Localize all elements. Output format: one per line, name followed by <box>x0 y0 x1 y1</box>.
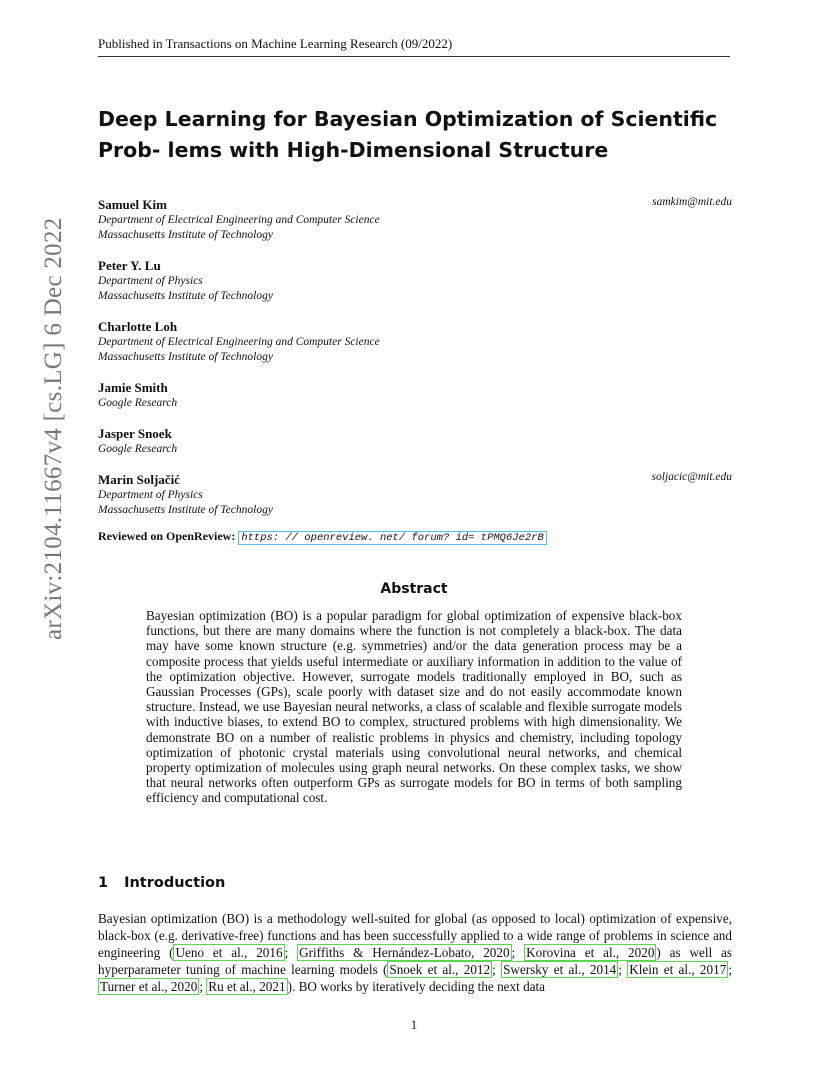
openreview-link[interactable]: https: // openreview. net/ forum? id= tPMQ6Je2rB <box>238 531 546 545</box>
author-block <box>98 379 732 411</box>
author-email: soljacic@mit.edu <box>651 471 732 483</box>
author-name: Marin Soljačić <box>98 472 180 487</box>
review-line <box>98 529 547 544</box>
review-label: Reviewed on OpenReview: <box>98 529 236 543</box>
author-affiliation: Google Research <box>98 443 178 455</box>
author-name: Jamie Smith <box>98 380 168 395</box>
citation-link[interactable]: Korovina et al., 2020 <box>526 945 655 960</box>
author-email: samkim@mit.edu <box>652 196 732 208</box>
section-title: Introduction <box>124 875 226 891</box>
author-name: Samuel Kim <box>98 197 167 212</box>
arxiv-identifier: arXiv:2104.11667v4 [cs.LG] 6 Dec 2022 <box>40 217 67 640</box>
body-text: Bayesian optimization (BO) is a methodology well-suited for global (as opposed to local) optimization of expensive, black-box (e.g. derivative-free) functions and has been successfully applied to a wide range of problems in science and engineering ( <box>98 911 732 960</box>
citation-separator: ; <box>618 962 628 977</box>
citation-link[interactable]: Turner et al., 2020 <box>100 979 198 994</box>
abstract-text: Bayesian optimization (BO) is a popular paradigm for global optimization of expensive black-box functions, but there are many domains where the function is not completely a black-box. The data may have some known structure (e.g. symmetries) and/or the data generation process may be a composite process that yields useful intermediate or auxiliary information in addition to the value of the optimization objective. However, surrogate models traditionally employed in BO, such as Gaussian Processes (GPs), scale poorly with dataset size and do not easily accommodate known structure. Instead, we use Bayesian neural networks, a class of scalable and flexible surrogate models with inductive biases, to extend BO to complex, structured problems with high dimensionality. We demonstrate BO on a number of realistic problems in physics and chemistry, including topology optimization of photonic crystal materials using convolutional neural networks, and chemical property optimization of molecules using graph neural networks. On these complex tasks, we show that neural networks often outperform GPs as surrogate models for BO in terms of both sampling efficiency and computational cost. <box>146 608 682 806</box>
author-block <box>98 425 732 457</box>
author-affiliation: Department of Electrical Engineering and Computer Science <box>98 214 380 226</box>
section-number: 1 <box>98 875 109 891</box>
author-block <box>98 196 732 243</box>
author-affiliation: Department of Physics <box>98 275 203 287</box>
section-heading <box>98 875 225 891</box>
citation-link[interactable]: Griffiths & Hernández-Lobato, 2020 <box>299 945 510 960</box>
author-name: Charlotte Loh <box>98 319 178 334</box>
author-list <box>98 196 732 532</box>
author-affiliation: Google Research <box>98 397 178 409</box>
citation-separator: ; <box>492 962 502 977</box>
paper-title: Deep Learning for Bayesian Optimization of Scientific Prob- lems with High-Dimensional Structure <box>98 107 718 162</box>
author-affiliation: Massachusetts Institute of Technology <box>98 504 273 516</box>
citation-link[interactable]: Klein et al., 2017 <box>629 962 727 977</box>
citation-link[interactable]: Snoek et al., 2012 <box>389 962 491 977</box>
abstract-heading: Abstract <box>380 581 448 597</box>
citation-link[interactable]: Swersky et al., 2014 <box>503 962 617 977</box>
citation-separator: ; <box>511 945 525 960</box>
author-affiliation: Massachusetts Institute of Technology <box>98 290 273 302</box>
introduction-paragraph <box>98 910 732 995</box>
author-affiliation: Massachusetts Institute of Technology <box>98 351 273 363</box>
citation-separator: ; <box>284 945 298 960</box>
author-affiliation: Department of Electrical Engineering and Computer Science <box>98 336 380 348</box>
citation-link[interactable]: Ueno et al., 2016 <box>175 945 283 960</box>
body-text: ). BO works by iteratively deciding the next data <box>287 979 546 994</box>
author-block <box>98 257 732 304</box>
citation-separator: ; <box>728 962 732 977</box>
author-name: Peter Y. Lu <box>98 258 161 273</box>
author-block <box>98 318 732 365</box>
citation-link[interactable]: Ru et al., 2021 <box>208 979 286 994</box>
body-text: ) as well as hyperparameter tuning of machine learning models ( <box>98 945 733 977</box>
author-affiliation: Massachusetts Institute of Technology <box>98 229 273 241</box>
author-affiliation: Department of Physics <box>98 489 203 501</box>
citation-separator: ; <box>199 979 207 994</box>
author-name: Jasper Snoek <box>98 426 172 441</box>
author-block <box>98 471 732 518</box>
running-header: Published in Transactions on Machine Learning Research (09/2022) <box>98 36 730 57</box>
page-number: 1 <box>410 1017 418 1032</box>
